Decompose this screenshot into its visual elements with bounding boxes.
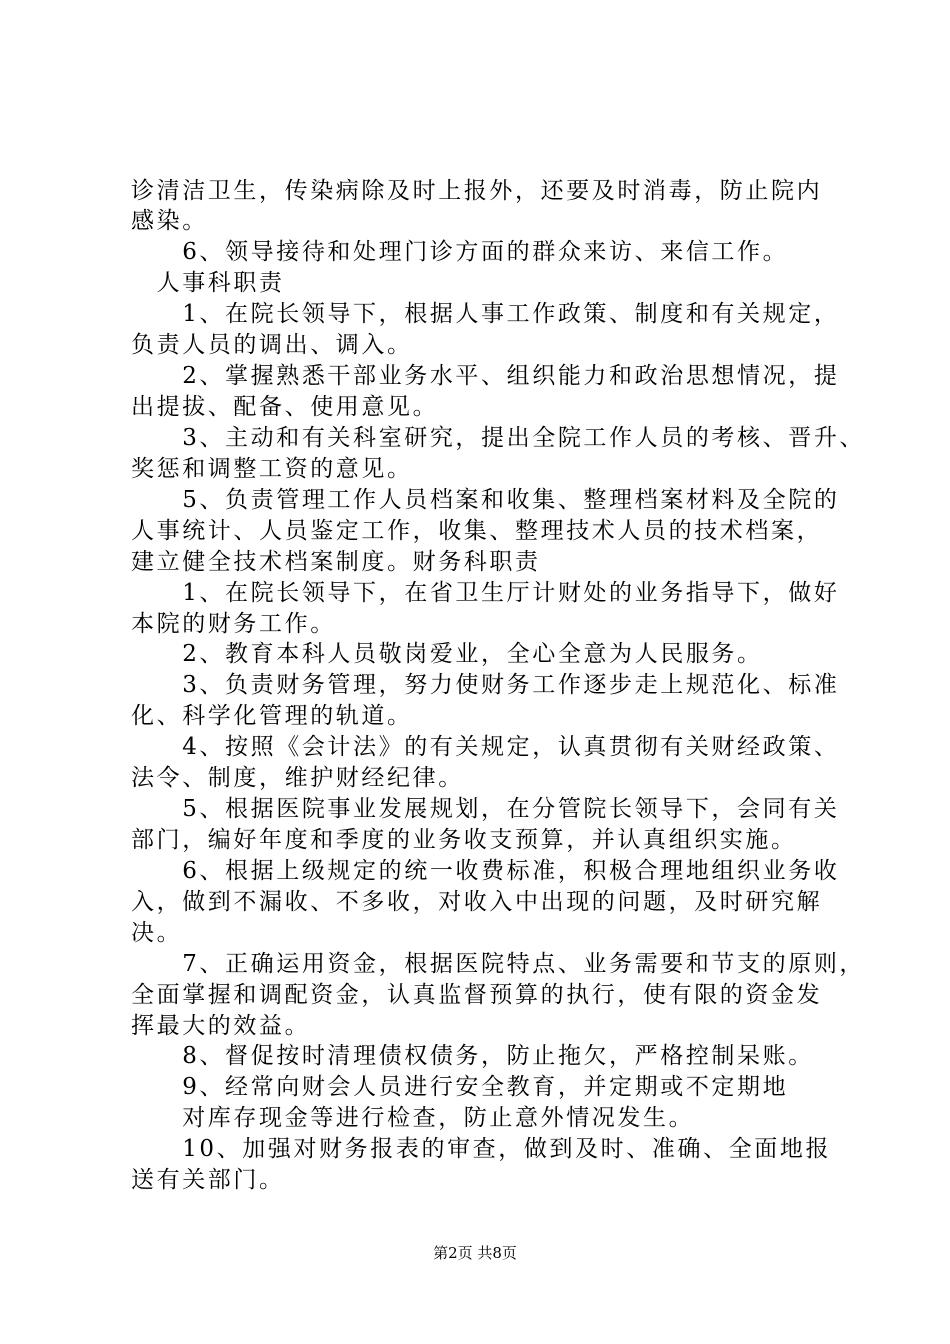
text-line: 6、领导接待和处理门诊方面的群众来访、来信工作。: [131, 239, 789, 265]
text-line: 5、负责管理工作人员档案和收集、整理档案材料及全院的: [131, 487, 840, 513]
text-line: 人事统计、人员鉴定工作，收集、整理技术人员的技术档案，: [131, 518, 823, 544]
text-line: 4、按照《会计法》的有关规定，认真贯彻有关财经政策、: [131, 734, 840, 760]
text-line: 全面掌握和调配资金，认真监督预算的执行，使有限的资金发: [131, 982, 823, 1008]
text-line: 法令、制度，维护财经纪律。: [131, 765, 464, 791]
text-line: 化、科学化管理的轨道。: [131, 703, 413, 729]
text-line: 诊清洁卫生，传染病除及时上报外，还要及时消毒，防止院内: [131, 178, 823, 204]
text-line: 入，做到不漏收、不多收，对收入中出现的问题，及时研究解: [131, 889, 823, 915]
text-line: 出提拔、配备、使用意见。: [131, 394, 439, 420]
text-line: 负责人员的调出、调入。: [131, 332, 413, 358]
text-line: 1、在院长领导下，根据人事工作政策、制度和有关规定，: [131, 301, 840, 327]
text-line: 2、教育本科人员敬岗爱业，全心全意为人民服务。: [131, 641, 763, 667]
text-line: 建立健全技术档案制度。财务科职责: [131, 549, 541, 575]
text-line: 挥最大的效益。: [131, 1013, 311, 1039]
text-line: 感染。: [131, 208, 208, 234]
text-line: 6、根据上级规定的统一收费标准，积极合理地组织业务收: [131, 858, 840, 884]
text-line: 对库存现金等进行检查，防止意外情况发生。: [131, 1105, 695, 1131]
text-line: 决。: [131, 920, 183, 946]
text-line: 1、在院长领导下，在省卫生厅计财处的业务指导下，做好: [131, 580, 840, 606]
text-line: 10、加强对财务报表的审查，做到及时、准确、全面地报: [131, 1136, 832, 1162]
text-line: 部门，编好年度和季度的业务收支预算，并认真组织实施。: [131, 827, 797, 853]
text-line: 送有关部门。: [131, 1167, 285, 1193]
text-line: 9、经常向财会人员进行安全教育，并定期或不定期地: [131, 1074, 789, 1100]
text-line: 奖惩和调整工资的意见。: [131, 456, 413, 482]
text-line: 本院的财务工作。: [131, 611, 336, 637]
text-line: 3、负责财务管理，努力使财务工作逐步走上规范化、标准: [131, 672, 840, 698]
text-line: 5、根据医院事业发展规划，在分管院长领导下，会同有关: [131, 796, 840, 822]
text-line: 7、正确运用资金，根据医院特点、业务需要和节支的原则，: [131, 951, 866, 977]
page-footer: 第2页 共8页: [433, 1244, 517, 1262]
section-heading: 人事科职责: [131, 270, 285, 296]
text-line: 3、主动和有关科室研究，提出全院工作人员的考核、晋升、: [131, 425, 866, 451]
text-line: 8、督促按时清理债权债务，防止拖欠，严格控制呆账。: [131, 1043, 814, 1069]
text-line: 2、掌握熟悉干部业务水平、组织能力和政治思想情况，提: [131, 363, 840, 389]
